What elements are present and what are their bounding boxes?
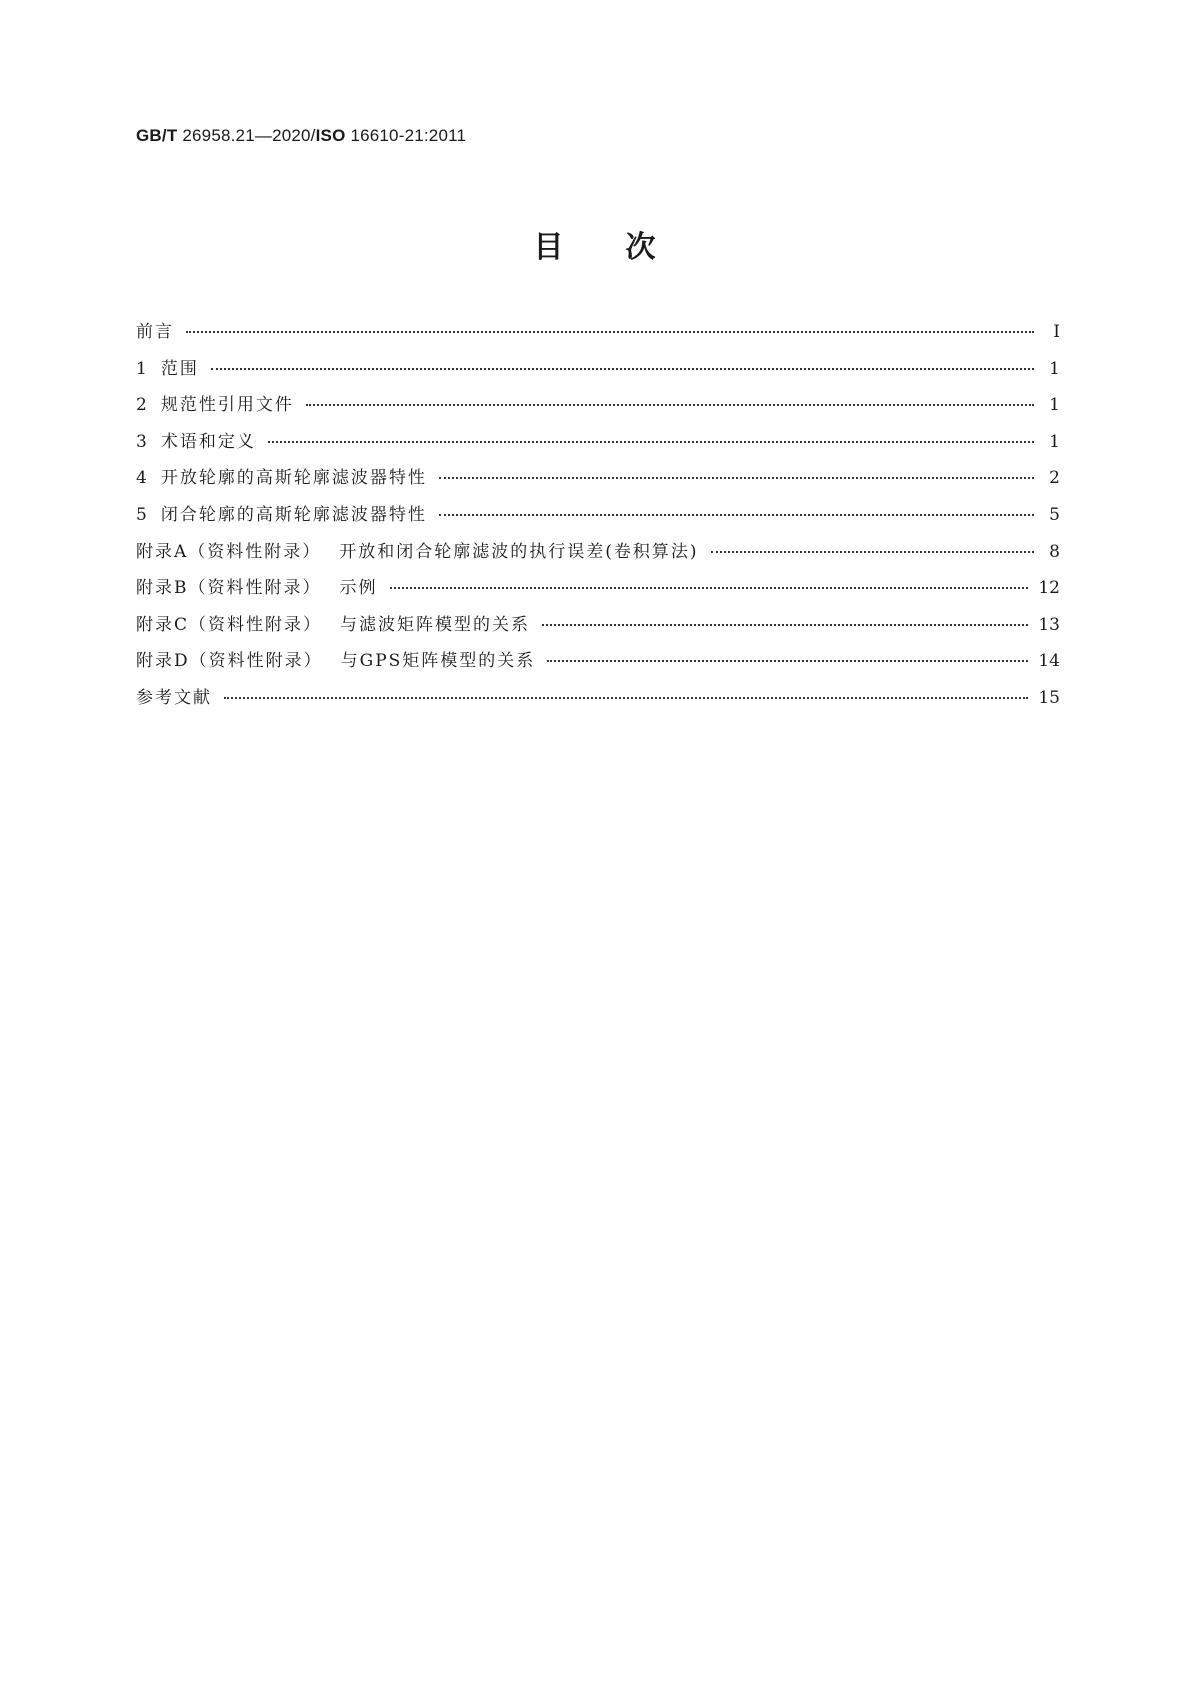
toc-entry-closed-profile-filter[interactable] (136, 504, 1060, 544)
toc-entry-foreword[interactable] (136, 324, 1060, 361)
toc-entry-label: 5 闭合轮廓的高斯轮廓滤波器特性 (136, 504, 427, 525)
toc-leader-dots (439, 514, 1034, 516)
toc-entry-page: 1 (1049, 358, 1060, 379)
toc-entry-annex-a[interactable] (136, 541, 1060, 581)
standard-code-iso: ISO (315, 126, 346, 145)
toc-leader-dots (711, 551, 1034, 553)
toc-leader-dots (547, 660, 1028, 662)
toc-entry-number: 4 (136, 468, 147, 489)
toc-entry-page: 12 (1038, 578, 1060, 599)
standard-code-gb: GB/T (136, 126, 178, 145)
toc-annex-prefix: 附录C（资料性附录） (136, 614, 323, 635)
toc-entry-page: 1 (1049, 431, 1060, 452)
toc-entry-annex-d[interactable] (136, 653, 1060, 690)
toc-entry-label: 4 开放轮廓的高斯轮廓滤波器特性 (136, 468, 427, 489)
toc-entry-scope[interactable] (136, 358, 1060, 398)
toc-entry-label: 附录C（资料性附录） 与滤波矩阵模型的关系 (136, 614, 531, 635)
toc-entry-label: 前言 (136, 322, 174, 342)
toc-entry-terms-definitions[interactable] (136, 431, 1060, 471)
toc-entry-normative-references[interactable] (136, 397, 1060, 434)
toc-entry-page: 2 (1049, 468, 1060, 489)
toc-leader-dots (306, 404, 1034, 406)
toc-entry-number: 2 (136, 395, 147, 416)
toc-heading-char-2: 次 (625, 230, 658, 265)
toc-entry-label: 附录D（资料性附录） 与GPS矩阵模型的关系 (136, 651, 536, 672)
toc-leader-dots (224, 697, 1028, 699)
toc-entry-label: 附录B（资料性附录） 示例 (136, 578, 378, 599)
toc-leader-dots (542, 624, 1028, 626)
toc-entry-label: 参考文献 (136, 687, 212, 708)
toc-entry-page: 15 (1038, 687, 1060, 708)
toc-annex-prefix: 附录A（资料性附录） (136, 541, 322, 562)
toc-entry-annex-b[interactable] (136, 580, 1060, 617)
standard-code-iso-number: 16610-21:2011 (350, 126, 467, 145)
toc-entry-page: Ⅰ (1053, 322, 1060, 342)
table-of-contents (136, 324, 1060, 727)
toc-entry-open-profile-filter[interactable] (136, 470, 1060, 507)
toc-heading-char-1: 目 (533, 230, 566, 265)
toc-entry-label: 附录A（资料性附录） 开放和闭合轮廓滤波的执行误差(卷积算法) (136, 541, 699, 562)
toc-entry-page: 13 (1038, 614, 1060, 635)
toc-leader-dots (439, 477, 1034, 479)
toc-entry-number: 1 (136, 358, 147, 379)
toc-heading (0, 222, 1191, 266)
toc-entry-number: 5 (136, 504, 147, 525)
toc-entry-label: 2 规范性引用文件 (136, 395, 294, 416)
toc-entry-label: 1 范围 (136, 358, 199, 379)
toc-leader-dots (211, 368, 1034, 370)
toc-annex-prefix: 附录B（资料性附录） (136, 578, 322, 599)
toc-leader-dots (186, 331, 1034, 333)
toc-entry-page: 5 (1049, 504, 1060, 525)
toc-entry-page: 1 (1049, 395, 1060, 416)
toc-entry-bibliography[interactable] (136, 687, 1060, 727)
toc-entry-page: 14 (1038, 651, 1060, 672)
toc-entry-annex-c[interactable] (136, 614, 1060, 654)
standard-code (136, 126, 466, 146)
toc-entry-page: 8 (1049, 541, 1060, 562)
toc-annex-prefix: 附录D（资料性附录） (136, 651, 323, 672)
toc-leader-dots (390, 587, 1029, 589)
standard-code-gb-number: 26958.21—2020/ (182, 126, 316, 145)
toc-leader-dots (268, 441, 1034, 443)
toc-entry-label: 3 术语和定义 (136, 431, 256, 452)
toc-entry-number: 3 (136, 431, 147, 452)
